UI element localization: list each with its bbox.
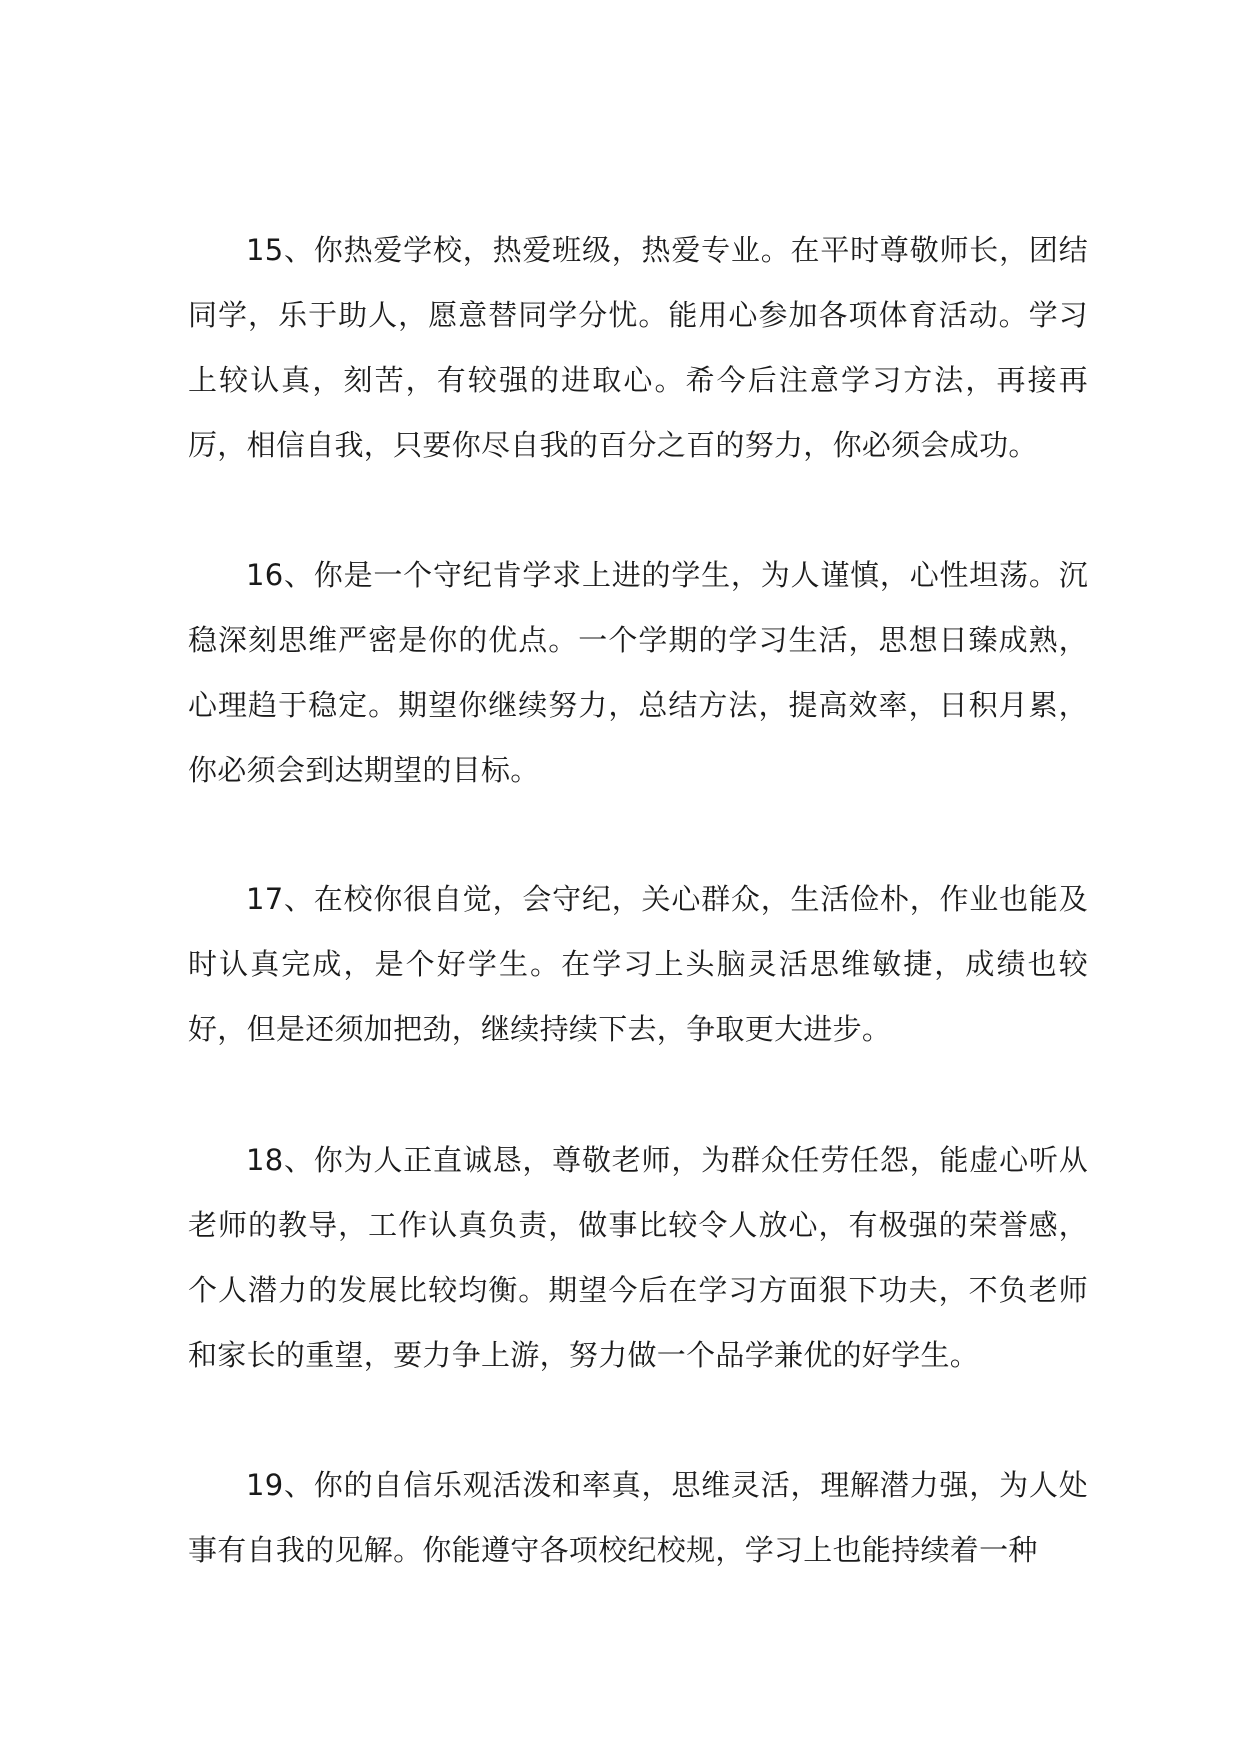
comment-paragraph-19: 19、你的自信乐观活泼和率真，思维灵活，理解潜力强，为人处事有自我的见解。你能遵守各项校纪校规，学习上也能持续着一种 xyxy=(188,1468,1088,1567)
comment-paragraph-15: 15、你热爱学校，热爱班级，热爱专业。在平时尊敬师长，团结同学，乐于助人，愿意替同学分忧。能用心参加各项体育活动。学习上较认真，刻苦，有较强的进取心。希今后注意学习方法，再接再厉，相信自我，只要你尽自我的百分之百的努力，你必须会成功。 xyxy=(188,233,1088,462)
comment-paragraph-18: 18、你为人正直诚恳，尊敬老师，为群众任劳任怨，能虚心听从老师的教导，工作认真负责，做事比较令人放心，有极强的荣誉感，个人潜力的发展比较均衡。期望今后在学习方面狠下功夫，不负老师和家长的重望，要力争上游，努力做一个品学兼优的好学生。 xyxy=(188,1143,1088,1372)
comment-paragraph-17: 17、在校你很自觉，会守纪，关心群众，生活俭朴，作业也能及时认真完成，是个好学生。在学习上头脑灵活思维敏捷，成绩也较好，但是还须加把劲，继续持续下去，争取更大进步。 xyxy=(188,882,1088,1046)
comment-paragraph-16: 16、你是一个守纪肯学求上进的学生，为人谨慎，心性坦荡。沉稳深刻思维严密是你的优点。一个学期的学习生活，思想日臻成熟，心理趋于稳定。期望你继续努力，总结方法，提高效率，日积月累，你必须会到达期望的目标。 xyxy=(188,558,1088,787)
